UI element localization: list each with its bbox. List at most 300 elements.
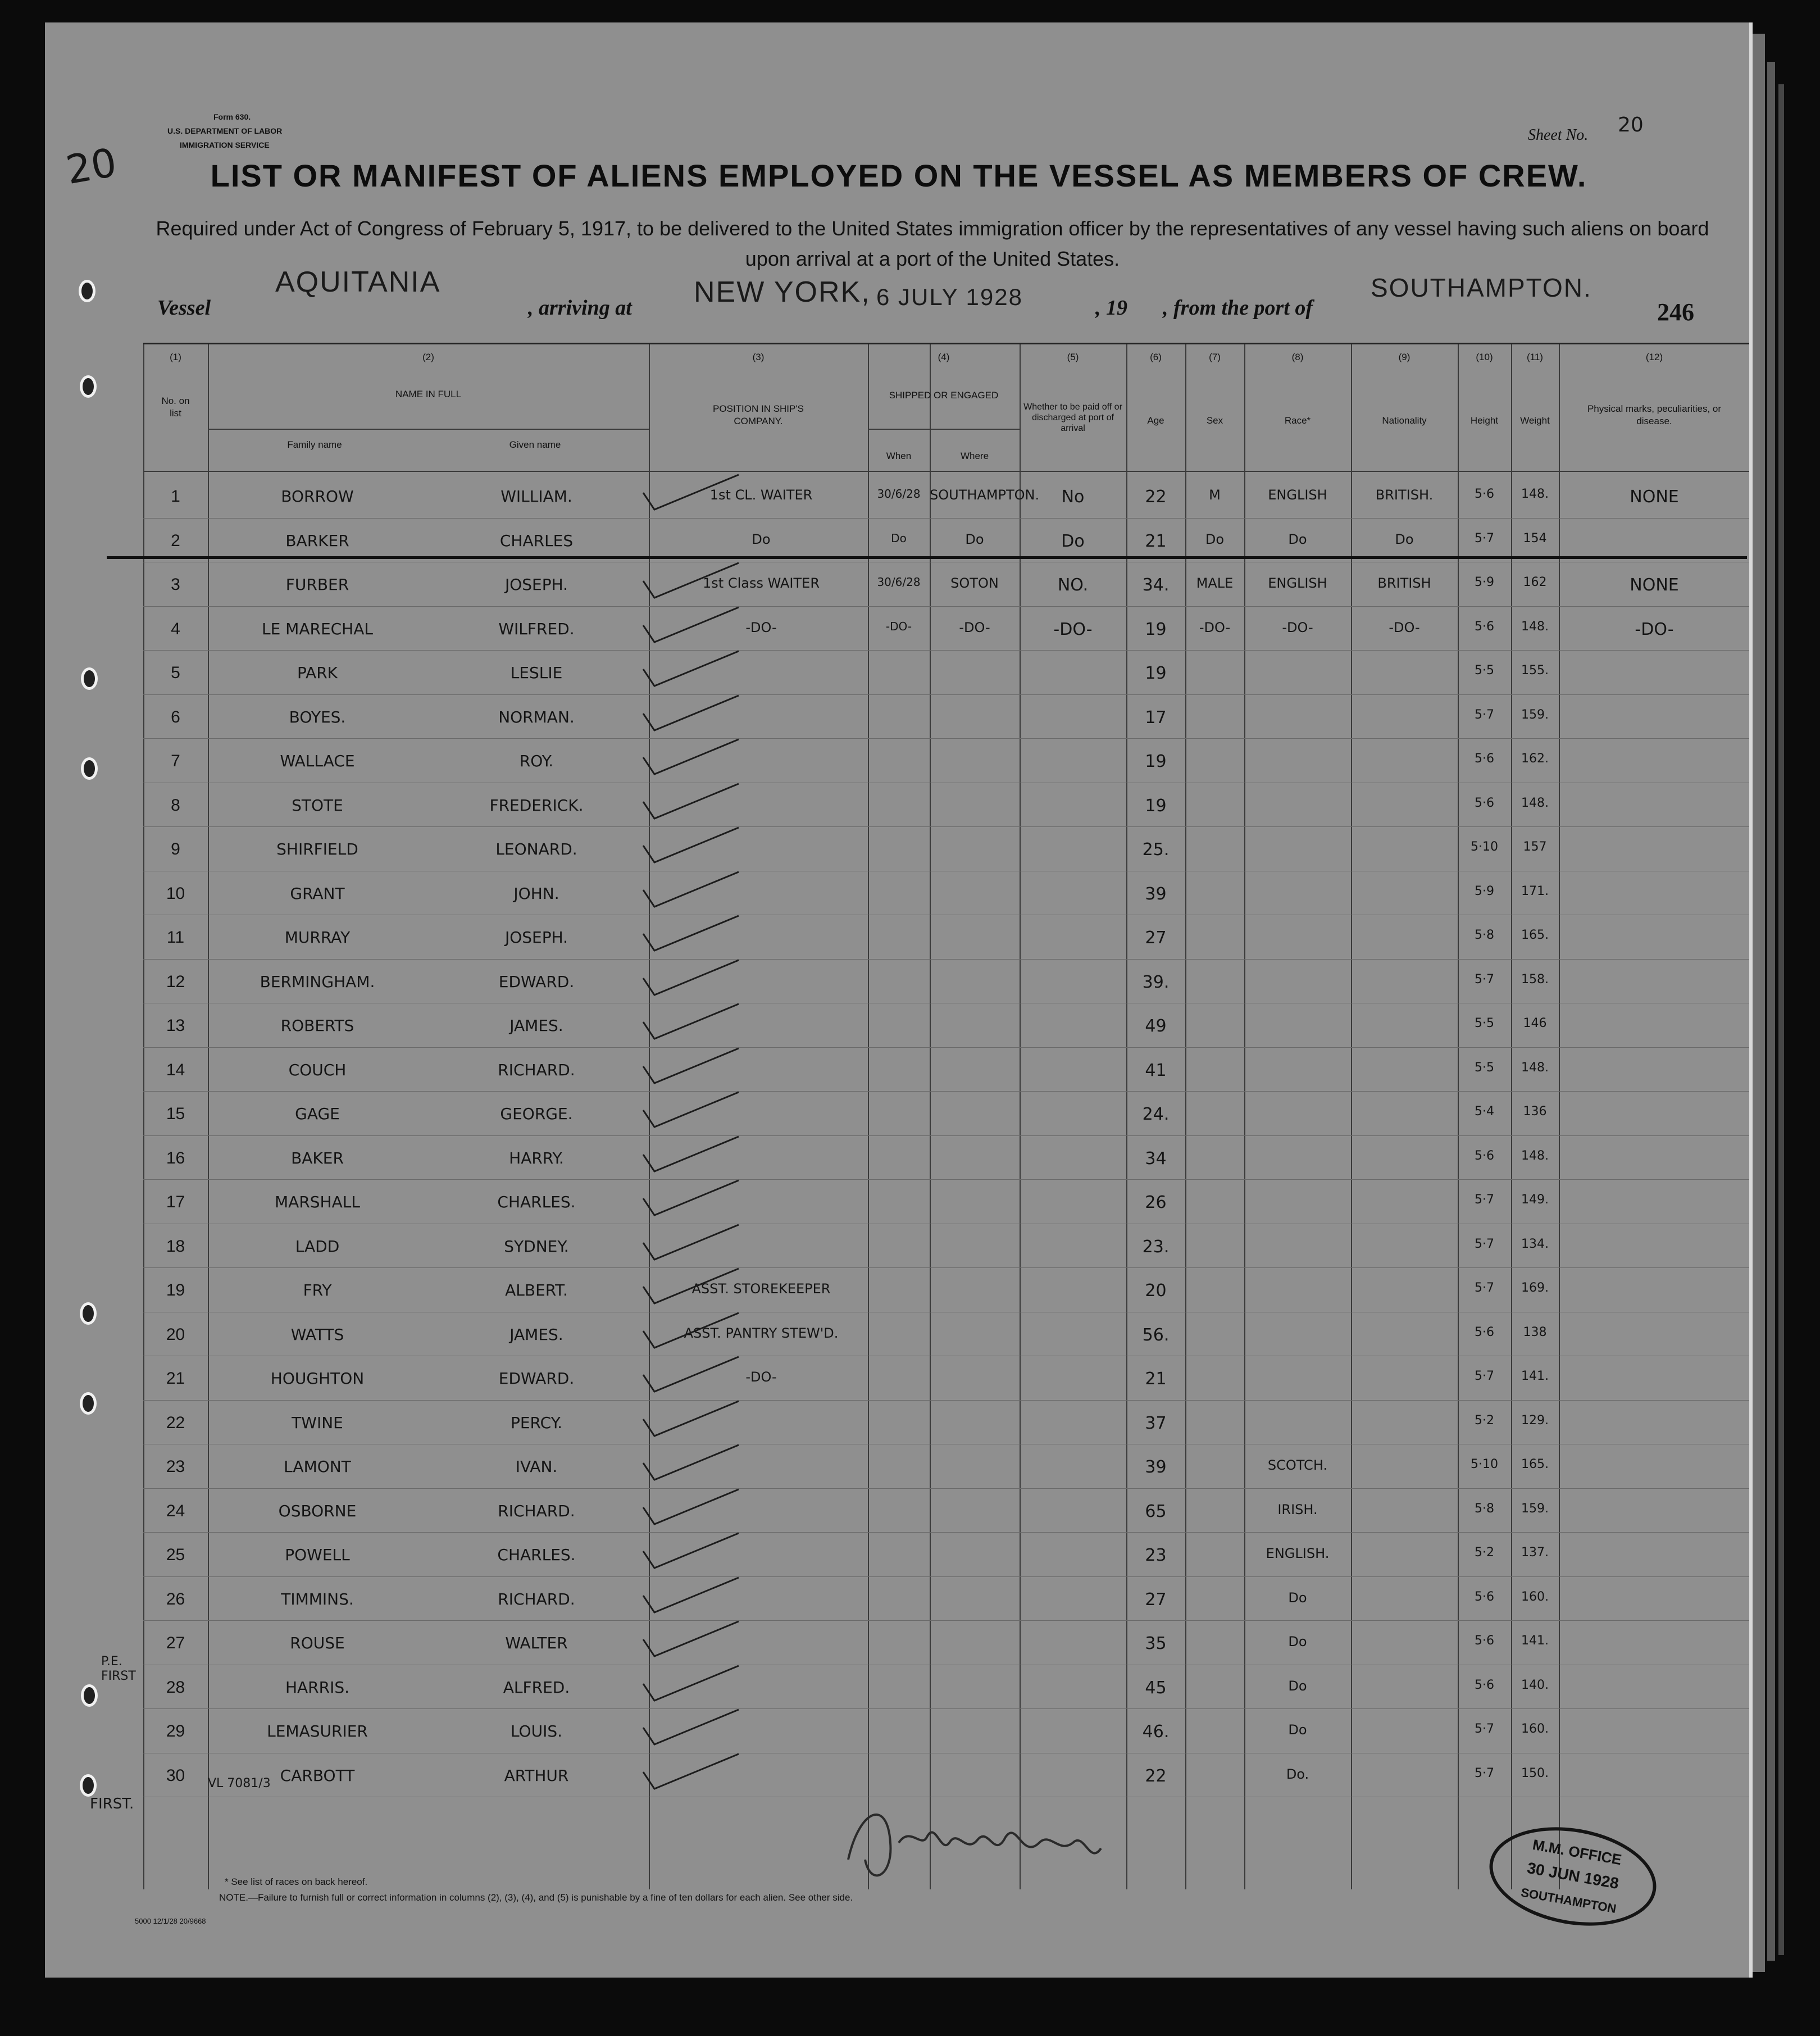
weight: 136 (1523, 1105, 1547, 1119)
given-name: ALBERT. (505, 1281, 568, 1299)
position: Do (752, 531, 771, 547)
row-number: 12 (166, 972, 185, 991)
print-code: 5000 12/1/28 20/9668 (135, 1917, 206, 1925)
shipped-when: 30/6/28 (877, 575, 921, 589)
check-mark-icon (632, 647, 744, 692)
age: 19 (1145, 796, 1167, 816)
family-name: TWINE (292, 1413, 343, 1432)
shipped-where: Do (965, 531, 984, 547)
age: 19 (1145, 752, 1167, 771)
weight: 160. (1521, 1722, 1549, 1736)
check-mark-icon (632, 1661, 744, 1706)
check-mark-icon (632, 911, 744, 956)
table-row (143, 563, 1750, 606)
weight: 148. (1521, 796, 1549, 810)
family-name: MURRAY (284, 928, 351, 947)
row-number: 8 (171, 796, 180, 815)
nationality: Do (1395, 531, 1414, 547)
check-mark-icon (632, 823, 744, 868)
col-num-3: (3) (752, 352, 765, 362)
check-mark-icon (632, 1617, 744, 1662)
sex: -DO- (1199, 619, 1231, 635)
age: 27 (1145, 1589, 1167, 1610)
weight: 141. (1521, 1634, 1549, 1648)
weight: 159. (1521, 1501, 1549, 1516)
paid-off: No (1061, 487, 1085, 507)
position: -DO- (745, 619, 777, 635)
given-name: LEONARD. (495, 840, 577, 858)
stamp-date: 30 JUN 1928 (1526, 1858, 1621, 1893)
check-mark-icon (632, 1220, 744, 1265)
col-header-paid: Whether to be paid off or discharged at port of arrival (1023, 402, 1122, 433)
weight: 162. (1521, 752, 1549, 766)
document-title: LIST OR MANIFEST OF ALIENS EMPLOYED ON THE VESSEL AS MEMBERS OF CREW. (210, 158, 1587, 193)
table-row (143, 1710, 1750, 1752)
weight: 155. (1521, 663, 1549, 678)
nationality: -DO- (1389, 619, 1420, 635)
col-header-age: Age (1147, 415, 1164, 426)
weight: 171. (1521, 884, 1549, 898)
race: Do (1288, 1722, 1307, 1738)
family-name: OSBORNE (278, 1501, 357, 1520)
weight: 169. (1521, 1281, 1549, 1295)
family-name: LAMONT (284, 1457, 351, 1476)
given-name: LESLIE (510, 663, 563, 682)
row-number: 6 (171, 707, 180, 726)
race: Do (1288, 1634, 1307, 1649)
given-name: IVAN. (515, 1457, 558, 1476)
height: 5·10 (1471, 840, 1498, 854)
given-name: FREDERICK. (489, 796, 584, 815)
row-number: 13 (166, 1016, 185, 1035)
race: ENGLISH (1268, 575, 1327, 591)
given-name: CHARLES. (497, 1546, 576, 1564)
row-number: 27 (166, 1634, 185, 1652)
check-mark-icon (632, 867, 744, 912)
given-name: ROY. (519, 752, 554, 770)
check-mark-icon (632, 1132, 744, 1177)
height: 5·6 (1475, 1148, 1494, 1163)
sex: Do (1205, 531, 1225, 547)
height: 5·8 (1475, 1501, 1494, 1516)
punch-hole (81, 757, 98, 780)
height: 5·7 (1475, 1237, 1494, 1251)
margin-note-row30: FIRST. (90, 1796, 134, 1812)
strikethrough-line (107, 556, 1747, 559)
check-mark-icon (632, 779, 744, 824)
given-name: ALFRED. (503, 1678, 570, 1697)
family-name: COUCH (288, 1060, 347, 1079)
margin-note: 20 (62, 139, 120, 194)
position: ASST. PANTRY STEW'D. (684, 1325, 839, 1341)
check-mark-icon (632, 1264, 744, 1309)
weight: 138 (1523, 1325, 1547, 1339)
check-mark-icon (632, 603, 744, 648)
table-row (143, 1048, 1750, 1091)
age: 46. (1142, 1722, 1170, 1742)
weight: 134. (1521, 1237, 1549, 1251)
height: 5·6 (1475, 752, 1494, 766)
footnote-races: * See list of races on back hereof. (225, 1876, 368, 1887)
position: -DO- (745, 1369, 777, 1385)
row-number: 24 (166, 1501, 185, 1520)
age: 41 (1145, 1060, 1167, 1080)
vessel-name: AQUITANIA (275, 266, 441, 298)
row-number: 26 (166, 1589, 185, 1608)
height: 5·7 (1475, 1722, 1494, 1736)
check-mark-icon (632, 558, 744, 603)
family-name: BARKER (285, 531, 349, 550)
given-name: SYDNEY. (504, 1237, 569, 1256)
service: IMMIGRATION SERVICE (180, 140, 270, 149)
age: 34 (1145, 1148, 1167, 1169)
height: 5·2 (1475, 1546, 1494, 1560)
table-row (143, 1357, 1750, 1399)
table-row (143, 651, 1750, 694)
table-row (143, 696, 1750, 738)
row-number: 20 (166, 1325, 185, 1344)
table-row (143, 872, 1750, 915)
row-number: 18 (166, 1237, 185, 1256)
age: 19 (1145, 619, 1167, 639)
check-mark-icon (632, 1088, 744, 1133)
family-name: HARRIS. (285, 1678, 350, 1697)
row-number: 5 (171, 663, 180, 682)
table-row (143, 1225, 1750, 1267)
race: Do (1288, 1678, 1307, 1694)
punch-hole (79, 280, 95, 302)
given-name: EDWARD. (498, 972, 575, 991)
check-mark-icon (632, 956, 744, 1001)
family-name: ROUSE (290, 1634, 345, 1652)
family-name: LADD (295, 1237, 340, 1256)
sex: MALE (1196, 575, 1234, 591)
height: 5·7 (1475, 1369, 1494, 1383)
table-row (143, 1533, 1750, 1576)
table-row (143, 960, 1750, 1003)
from-port: SOUTHAMPTON. (1371, 273, 1592, 302)
height: 5·7 (1475, 1193, 1494, 1207)
row-number: 29 (166, 1722, 185, 1740)
given-name: NORMAN. (498, 707, 575, 726)
arriving-label: , arriving at (528, 296, 632, 320)
height: 5·4 (1475, 1105, 1494, 1119)
sheet-value: 20 (1618, 113, 1644, 137)
col-header-position: POSITION IN SHIP'S COMPANY. (713, 403, 804, 426)
height: 5·7 (1475, 707, 1494, 722)
family-name: FURBER (285, 575, 349, 594)
shipped-when: Do (891, 531, 907, 545)
age: 21 (1145, 531, 1167, 551)
weight: 148. (1521, 619, 1549, 634)
shipped-where: SOUTHAMPTON. (930, 487, 1040, 503)
col-num-6: (6) (1150, 352, 1162, 362)
given-name: RICHARD. (498, 1501, 575, 1520)
table-row (143, 1578, 1750, 1620)
row-number: 25 (166, 1546, 185, 1564)
check-mark-icon (632, 1044, 744, 1089)
weight: 140. (1521, 1678, 1549, 1692)
given-name: WILLIAM. (501, 487, 572, 506)
col-header-marks: Physical marks, peculiarities, or disease. (1587, 403, 1722, 426)
footnote-penalty: NOTE.—Failure to furnish full or correct information in columns (2), (3), (4), and (5) is punishable by a fine of ten dollars for each alien. See other side. (219, 1892, 853, 1903)
punch-hole (81, 667, 98, 690)
family-name: CARBOTT (280, 1766, 355, 1785)
given-name: GEORGE. (500, 1105, 573, 1123)
col-header-given: Given name (509, 439, 561, 450)
given-name: JOSEPH. (504, 928, 568, 947)
given-name: CHARLES. (497, 1193, 576, 1211)
family-name: POWELL (285, 1546, 350, 1564)
col-header-when: When (886, 451, 912, 461)
age: 39 (1145, 884, 1167, 904)
margin-note-row29: VL 7081/3 (208, 1776, 271, 1790)
row-number: 4 (171, 619, 180, 638)
position: ASST. STOREKEEPER (691, 1281, 831, 1297)
weight: 159. (1521, 707, 1549, 722)
height: 5·5 (1475, 1016, 1494, 1030)
col-header-name: NAME IN FULL (395, 389, 462, 399)
page-edge (1753, 34, 1765, 1972)
weight: 150. (1521, 1766, 1549, 1780)
position: 1st Class WAITER (703, 575, 820, 591)
row-number: 11 (166, 928, 185, 947)
weight: 165. (1521, 928, 1549, 942)
arriving-port: NEW YORK, (694, 276, 871, 308)
punch-hole (80, 1774, 97, 1797)
height: 5·9 (1475, 884, 1494, 898)
row-number: 2 (171, 531, 180, 550)
paid-off: NO. (1057, 575, 1089, 595)
weight: 149. (1521, 1193, 1549, 1207)
family-name: PARK (297, 663, 338, 682)
col-num-8: (8) (1291, 352, 1304, 362)
race: ENGLISH (1268, 487, 1327, 503)
height: 5·2 (1475, 1413, 1494, 1428)
check-mark-icon (632, 1485, 744, 1530)
check-mark-icon (632, 999, 744, 1044)
check-mark-icon (632, 1529, 744, 1574)
family-name: BOYES. (289, 707, 346, 726)
check-mark-icon (632, 1749, 744, 1794)
age: 21 (1145, 1369, 1167, 1389)
col-num-11: (11) (1527, 352, 1543, 362)
arrival-date: 6 JULY 1928 (876, 284, 1023, 310)
col-num-5: (5) (1067, 352, 1079, 362)
race: ENGLISH. (1266, 1546, 1330, 1561)
age: 20 (1145, 1281, 1167, 1301)
col-header-shipped: SHIPPED OR ENGAGED (889, 390, 999, 401)
check-mark-icon (632, 1440, 744, 1485)
family-name: WATTS (290, 1325, 344, 1344)
department: U.S. DEPARTMENT OF LABOR (167, 126, 283, 135)
table-row (143, 1180, 1750, 1223)
check-mark-icon (632, 470, 744, 515)
table-row (143, 784, 1750, 826)
shipped-when: -DO- (885, 619, 912, 633)
given-name: JOSEPH. (504, 575, 568, 594)
family-name: TIMMINS. (281, 1589, 354, 1608)
paid-off: Do (1061, 531, 1085, 551)
weight: 165. (1521, 1457, 1549, 1471)
family-name: GAGE (295, 1105, 340, 1123)
weight: 148. (1521, 487, 1549, 501)
race: -DO- (1282, 619, 1313, 635)
row-number: 9 (171, 840, 180, 858)
family-name: BORROW (281, 487, 354, 506)
family-name: LEMASURIER (267, 1722, 368, 1740)
table-row (143, 916, 1750, 958)
given-name: ARTHUR (504, 1766, 569, 1785)
table-row (143, 607, 1750, 650)
height: 5·6 (1475, 619, 1494, 634)
weight: 137. (1521, 1546, 1549, 1560)
height: 5·7 (1475, 972, 1494, 987)
table-row (143, 1445, 1750, 1488)
given-name: RICHARD. (498, 1060, 575, 1079)
weight: 162 (1523, 575, 1547, 589)
family-name: MARSHALL (275, 1193, 360, 1211)
crew-table (143, 343, 1750, 1889)
height: 5·6 (1475, 1678, 1494, 1692)
weight: 158. (1521, 972, 1549, 987)
age: 25. (1142, 840, 1170, 860)
paid-off: -DO- (1053, 619, 1093, 639)
row-number: 17 (166, 1193, 185, 1211)
table-row (143, 519, 1750, 562)
age: 65 (1145, 1501, 1167, 1521)
family-name: LE MARECHAL (261, 619, 373, 638)
signature (837, 1775, 1152, 1899)
physical-marks: -DO- (1635, 619, 1674, 639)
stamp-bottom: SOUTHAMPTON (1519, 1885, 1618, 1916)
row-number: 23 (166, 1457, 185, 1476)
height: 5·6 (1475, 796, 1494, 810)
page-number: 246 (1657, 298, 1694, 326)
check-mark-icon (632, 1176, 744, 1221)
height: 5·9 (1475, 575, 1494, 589)
position: 1st CL. WAITER (709, 487, 813, 503)
from-label: , from the port of (1163, 296, 1313, 320)
col-header-no: No. on list (161, 396, 190, 419)
weight: 157 (1523, 840, 1547, 854)
row-number: 22 (166, 1413, 185, 1432)
given-name: WILFRED. (498, 619, 575, 638)
height: 5·7 (1475, 531, 1494, 546)
punch-hole (80, 1302, 97, 1325)
given-name: RICHARD. (498, 1589, 575, 1608)
age: 45 (1145, 1678, 1167, 1698)
height: 5·8 (1475, 928, 1494, 942)
table-row (143, 1313, 1750, 1356)
punch-hole (81, 1684, 98, 1707)
weight: 129. (1521, 1413, 1549, 1428)
stamp-top: M.M. OFFICE (1531, 1835, 1623, 1869)
check-mark-icon (632, 1308, 744, 1353)
row-number: 7 (171, 752, 180, 770)
col-header-family: Family name (287, 439, 342, 450)
punch-hole (80, 1392, 97, 1415)
col-header-where: Where (960, 451, 989, 461)
table-row (143, 1004, 1750, 1047)
given-name: LOUIS. (510, 1722, 563, 1740)
col-header-height: Height (1470, 415, 1499, 426)
row-number: 28 (166, 1678, 185, 1697)
given-name: CHARLES (499, 531, 574, 550)
family-name: BAKER (291, 1148, 344, 1167)
family-name: WALLACE (280, 752, 355, 770)
row-number: 15 (166, 1105, 185, 1123)
col-num-7: (7) (1209, 352, 1221, 362)
height: 5·6 (1475, 1589, 1494, 1604)
physical-marks: NONE (1630, 487, 1679, 507)
shipped-when: 30/6/28 (877, 487, 921, 501)
nationality: BRITISH. (1375, 487, 1434, 503)
age: 27 (1145, 928, 1167, 948)
col-num-4: (4) (938, 352, 950, 362)
table-row (143, 1092, 1750, 1135)
race: SCOTCH. (1267, 1457, 1328, 1473)
check-mark-icon (632, 1352, 744, 1397)
page-edge (1778, 84, 1784, 1955)
family-name: GRANT (290, 884, 345, 903)
weight: 154 (1523, 531, 1547, 546)
height: 5·10 (1471, 1457, 1498, 1471)
weight: 146 (1523, 1016, 1547, 1030)
family-name: BERMINGHAM. (260, 972, 375, 991)
check-mark-icon (632, 1397, 744, 1442)
row-number: 16 (166, 1148, 185, 1167)
given-name: JOHN. (513, 884, 559, 903)
weight: 148. (1521, 1148, 1549, 1163)
margin-note-row27: P.E. FIRST (101, 1655, 136, 1683)
age: 37 (1145, 1413, 1167, 1433)
table-row (143, 1137, 1750, 1179)
page-edge (1767, 62, 1775, 1961)
shipped-where: SOTON (950, 575, 999, 591)
row-number: 19 (166, 1281, 185, 1299)
shipped-where: -DO- (959, 619, 990, 635)
given-name: JAMES. (509, 1325, 563, 1344)
age: 26 (1145, 1193, 1167, 1212)
document-subtitle: Required under Act of Congress of February 5, 1917, to be delivered to the United States immigration officer by the representatives of any vessel having such aliens on board upon arrival at a port of the United States. (156, 217, 1709, 270)
age: 49 (1145, 1016, 1167, 1036)
age: 39. (1142, 972, 1170, 992)
row-number: 21 (166, 1369, 185, 1388)
race: Do (1288, 1589, 1307, 1606)
col-num-1: (1) (170, 352, 181, 362)
age: 22 (1145, 1766, 1167, 1786)
row-number: 1 (171, 487, 180, 506)
age: 35 (1145, 1634, 1167, 1653)
age: 24. (1142, 1105, 1170, 1124)
row-number: 10 (166, 884, 185, 903)
race: IRISH. (1277, 1501, 1318, 1517)
check-mark-icon (632, 735, 744, 780)
table-row (143, 1666, 1750, 1708)
col-num-10: (10) (1476, 352, 1493, 362)
family-name: ROBERTS (280, 1016, 354, 1035)
family-name: SHIRFIELD (276, 840, 358, 858)
nationality: BRITISH (1377, 575, 1431, 591)
age: 23 (1145, 1546, 1167, 1565)
col-header-race: Race* (1284, 415, 1311, 426)
age: 39 (1145, 1457, 1167, 1477)
row-number: 3 (171, 575, 180, 594)
table-row (143, 1269, 1750, 1311)
table-row (143, 739, 1750, 782)
weight: 148. (1521, 1060, 1549, 1075)
